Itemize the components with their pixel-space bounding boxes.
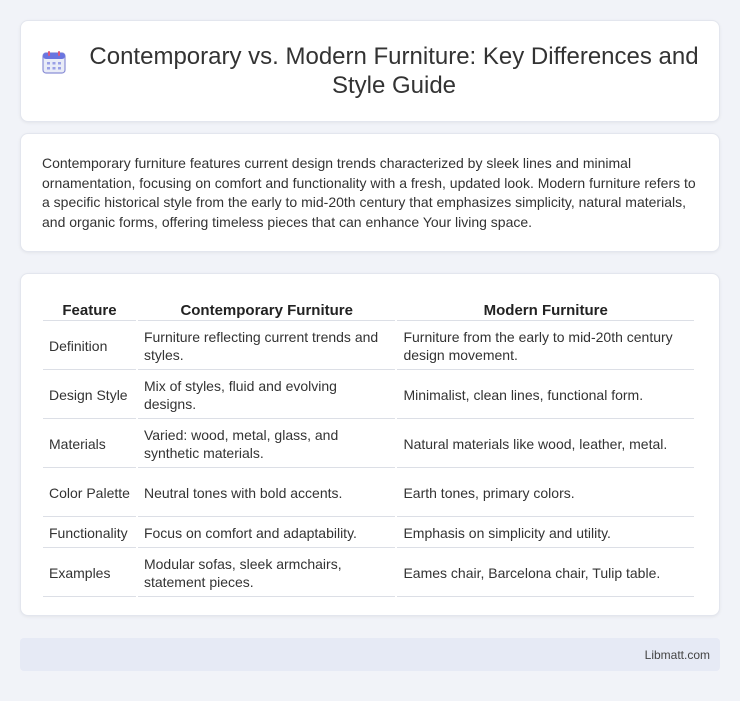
table-row	[43, 323, 694, 370]
comparison-card	[20, 273, 720, 616]
contemporary-cell: Focus on comfort and adaptability.	[138, 519, 396, 548]
table-row	[43, 550, 694, 597]
column-header: Modern Furniture	[397, 296, 694, 321]
table-row	[43, 519, 694, 548]
contemporary-cell: Neutral tones with bold accents.	[138, 470, 396, 517]
table-row	[43, 421, 694, 468]
feature-cell: Design Style	[43, 372, 136, 419]
calendar-icon	[41, 49, 67, 75]
table-row	[43, 372, 694, 419]
table-header-row	[43, 296, 694, 321]
modern-cell: Minimalist, clean lines, functional form.	[397, 372, 694, 419]
intro-card	[20, 133, 720, 252]
page-title: Contemporary vs. Modern Furniture: Key Differences and Style Guide	[89, 43, 699, 99]
modern-cell: Furniture from the early to mid-20th century design movement.	[397, 323, 694, 370]
column-header: Contemporary Furniture	[138, 296, 396, 321]
footer-bar	[20, 638, 720, 671]
comparison-table	[41, 294, 696, 599]
contemporary-cell: Varied: wood, metal, glass, and synthetic materials.	[138, 421, 396, 468]
feature-cell: Examples	[43, 550, 136, 597]
modern-cell: Earth tones, primary colors.	[397, 470, 694, 517]
intro-paragraph: Contemporary furniture features current design trends characterized by sleek lines and minimal ornamentation, focusing on comfort and functionality with a fresh, updated look. Modern furniture refers to a specific historical style from the early to mid-20th century that emphasizes simplicity, natural materials, and organic forms, offering timeless pieces that can enhance Your living space.	[42, 155, 696, 230]
feature-cell: Definition	[43, 323, 136, 370]
feature-cell: Color Palette	[43, 470, 136, 517]
column-header: Feature	[43, 296, 136, 321]
modern-cell: Eames chair, Barcelona chair, Tulip table.	[397, 550, 694, 597]
contemporary-cell: Mix of styles, fluid and evolving designs.	[138, 372, 396, 419]
modern-cell: Emphasis on simplicity and utility.	[397, 519, 694, 548]
contemporary-cell: Modular sofas, sleek armchairs, statement pieces.	[138, 550, 396, 597]
header-card	[20, 20, 720, 122]
table-row	[43, 470, 694, 517]
footer-site-link[interactable]: Libmatt.com	[644, 647, 710, 662]
contemporary-cell: Furniture reflecting current trends and styles.	[138, 323, 396, 370]
feature-cell: Materials	[43, 421, 136, 468]
feature-cell: Functionality	[43, 519, 136, 548]
modern-cell: Natural materials like wood, leather, metal.	[397, 421, 694, 468]
